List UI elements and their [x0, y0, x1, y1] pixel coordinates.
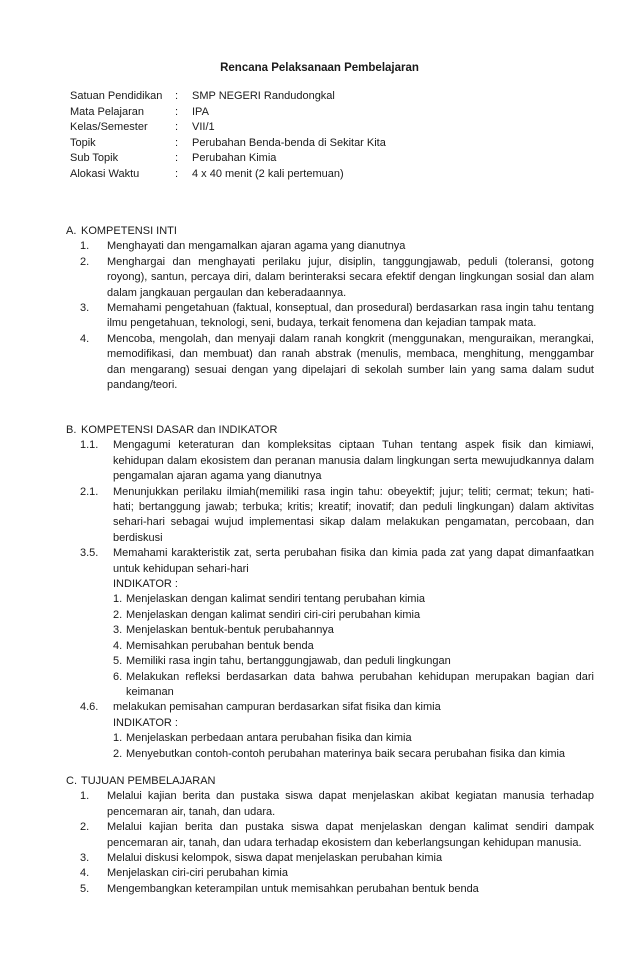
item-text: Melalui kajian berita dan pustaka siswa dapat menjelaskan dengan kalimat sendiri dampak pencemaran air, tanah, dan udara terhadap ekosistem dan keberlangsungan kehidupan manusia. [107, 821, 594, 849]
indicator-number: 1. [113, 732, 123, 745]
item-text: Melalui kajian berita dan pustaka siswa dapat menjelaskan akibat kegiatan manusia terhadap pencemaran air, tanah, dan udara. [107, 790, 594, 818]
meta-value: IPA [192, 105, 209, 118]
indicator-item [66, 623, 594, 638]
kd-text: Menunjukkan perilaku ilmiah(memiliki rasa ingin tahu: obeyektif; jujur; teliti; cermat; tekun; hati-hati; bertanggung jawab; terbuka; kritis; kreatif; inovatif; dan peduli lingkungan) dalam aktivitas sehari-hari sebagai wujud implementasi sikap dalam melakukan pengamatan, percobaan, dan berdiskusi [113, 485, 594, 544]
indicator-number: 2. [113, 747, 123, 760]
section-letter: C. [66, 775, 77, 787]
indicator-item [66, 747, 594, 762]
section-title: KOMPETENSI INTI [81, 225, 177, 237]
indicator-text: Memiliki rasa ingin tahu, bertanggungjawab, dan peduli lingkungan [126, 655, 451, 668]
item-number: 1. [80, 790, 90, 803]
indikator-label: INDIKATOR : [113, 578, 178, 591]
meta-value: SMP NEGERI Randudongkal [192, 90, 335, 102]
section-kompetensi-inti [66, 224, 594, 393]
meta-colon: : [175, 121, 179, 133]
meta-row-alokasi [70, 167, 570, 183]
meta-label: Mata Pelajaran [70, 105, 144, 118]
indicator-number: 1. [113, 593, 123, 606]
list-item [66, 866, 594, 881]
item-number: 2. [80, 255, 90, 268]
indicator-text: Menjelaskan dengan kalimat sendiri ciri-ciri perubahan kimia [126, 608, 421, 621]
indicator-number: 3. [113, 624, 123, 637]
section-kompetensi-dasar [66, 423, 594, 762]
indicator-item [66, 608, 594, 623]
kd-text: Memahami karakteristik zat, serta perubahan fisika dan kimia pada zat yang dapat dimanfaatkan untuk kehidupan sehari-hari [113, 547, 594, 575]
section-title: TUJUAN PEMBELAJARAN [81, 775, 216, 787]
kd-item [66, 546, 594, 577]
kd-item [66, 485, 594, 547]
indicator-number: 2. [113, 608, 123, 621]
meta-colon: : [175, 152, 179, 164]
meta-row-kelas [70, 120, 570, 136]
item-number: 5. [80, 882, 90, 895]
kd-text: melakukan pemisahan campuran berdasarkan sifat fisika dan kimia [113, 701, 441, 714]
section-heading [66, 224, 594, 239]
meta-label: Sub Topik [70, 152, 119, 164]
indikator-label: INDIKATOR : [113, 716, 178, 729]
list-item [66, 255, 594, 301]
list-item [66, 851, 594, 866]
kd-item [66, 700, 594, 715]
section-letter: B. [66, 424, 77, 436]
meta-value: Perubahan Kimia [192, 152, 277, 164]
item-text: Menjelaskan ciri-ciri perubahan kimia [107, 867, 288, 880]
list-item [66, 882, 594, 897]
section-heading [66, 774, 594, 789]
item-text: Melalui diskusi kelompok, siswa dapat menjelaskan perubahan kimia [107, 852, 443, 865]
indicator-item [66, 592, 594, 607]
meta-table [70, 89, 570, 182]
indicator-text: Menjelaskan dengan kalimat sendiri tentang perubahan kimia [126, 593, 426, 606]
item-text: Memahami pengetahuan (faktual, konseptual, dan prosedural) berdasarkan rasa ingin tahu tentang ilmu pengetahuan, teknologi, seni, budaya, terkait fenomena dan kejadian tampak mata. [107, 302, 594, 330]
meta-label: Satuan Pendidikan [70, 90, 163, 102]
meta-row-topik [70, 136, 570, 152]
indicator-item [66, 639, 594, 654]
item-number: 4. [80, 332, 90, 345]
kd-number: 1.1. [80, 439, 99, 452]
indicator-number: 4. [113, 639, 123, 652]
indicator-text: Menyebutkan contoh-contoh perubahan materinya baik secara perubahan fisika dan kimia [126, 747, 566, 760]
indicator-item [66, 654, 594, 669]
indicator-text: Menjelaskan bentuk-bentuk perubahannya [126, 624, 334, 637]
list-item [66, 332, 594, 394]
kd-item [66, 438, 594, 484]
list-item [66, 789, 594, 820]
indicator-number: 6. [113, 670, 123, 683]
item-number: 3. [80, 852, 90, 865]
item-number: 4. [80, 867, 90, 880]
meta-colon: : [175, 105, 179, 118]
kd-number: 2.1. [80, 485, 99, 498]
list-item [66, 820, 594, 851]
item-text: Mengembangkan keterampilan untuk memisahkan perubahan bentuk benda [107, 882, 479, 895]
meta-value: VII/1 [192, 121, 215, 133]
list-item [66, 239, 594, 254]
meta-colon: : [175, 136, 179, 149]
meta-colon: : [175, 90, 179, 102]
page-title: Rencana Pelaksanaan Pembelajaran [220, 62, 419, 74]
meta-label: Kelas/Semester [70, 121, 148, 133]
meta-value: 4 x 40 menit (2 kali pertemuan) [192, 167, 344, 180]
item-number: 1. [80, 240, 90, 253]
meta-row-satuan [70, 89, 570, 105]
item-number: 2. [80, 821, 90, 834]
section-heading [66, 423, 594, 438]
kd-number: 4.6. [80, 701, 99, 714]
indicator-item [66, 670, 594, 701]
indicator-item [66, 731, 594, 746]
indicator-text: Menjelaskan perbedaan antara perubahan fisika dan kimia [126, 732, 412, 745]
kd-number: 3.5. [80, 547, 99, 560]
section-tujuan-pembelajaran [66, 774, 594, 897]
kd-text: Mengagumi keteraturan dan kompleksitas ciptaan Tuhan tentang aspek fisik dan kimiawi, kehidupan dalam ekosistem dan peranan manusia dalam lingkungan serta mewujudkannya dalam pengamalan ajaran agama yang dianutnya [113, 439, 594, 483]
meta-label: Alokasi Waktu [70, 167, 140, 180]
meta-row-mapel [70, 105, 570, 121]
section-title: KOMPETENSI DASAR dan INDIKATOR [81, 424, 278, 436]
indicator-text: Melakukan refleksi berdasarkan data bahwa perubahan kehidupan merupakan bagian dari keimanan [126, 670, 594, 698]
indicator-text: Memisahkan perubahan bentuk benda [126, 639, 314, 652]
meta-colon: : [175, 167, 179, 180]
meta-row-subtopik [70, 151, 570, 167]
meta-label: Topik [70, 136, 96, 149]
item-number: 3. [80, 302, 90, 315]
item-text: Menghargai dan menghayati perilaku jujur, disiplin, tanggungjawab, peduli (toleransi, gotong royong), santun, percaya diri, dalam berinteraksi secara efektif dengan lingkungan sosial dan alam dalam jangkauan pergaulan dan keberadaannya. [107, 255, 594, 299]
item-text: Mencoba, mengolah, dan menyaji dalam ranah kongkrit (menggunakan, menguraikan, merangkai, memodifikasi, dan membuat) dan ranah abstrak (menulis, membaca, menghitung, menggambar dan mengarang) sesuai dengan yang dipelajari di sekolah sumber lain yang sama dalam sudut pandang/teori. [107, 332, 594, 392]
indicator-number: 5. [113, 655, 123, 668]
item-text: Menghayati dan mengamalkan ajaran agama yang dianutnya [107, 240, 406, 253]
section-letter: A. [66, 225, 77, 237]
list-item [66, 301, 594, 332]
meta-value: Perubahan Benda-benda di Sekitar Kita [192, 136, 386, 149]
